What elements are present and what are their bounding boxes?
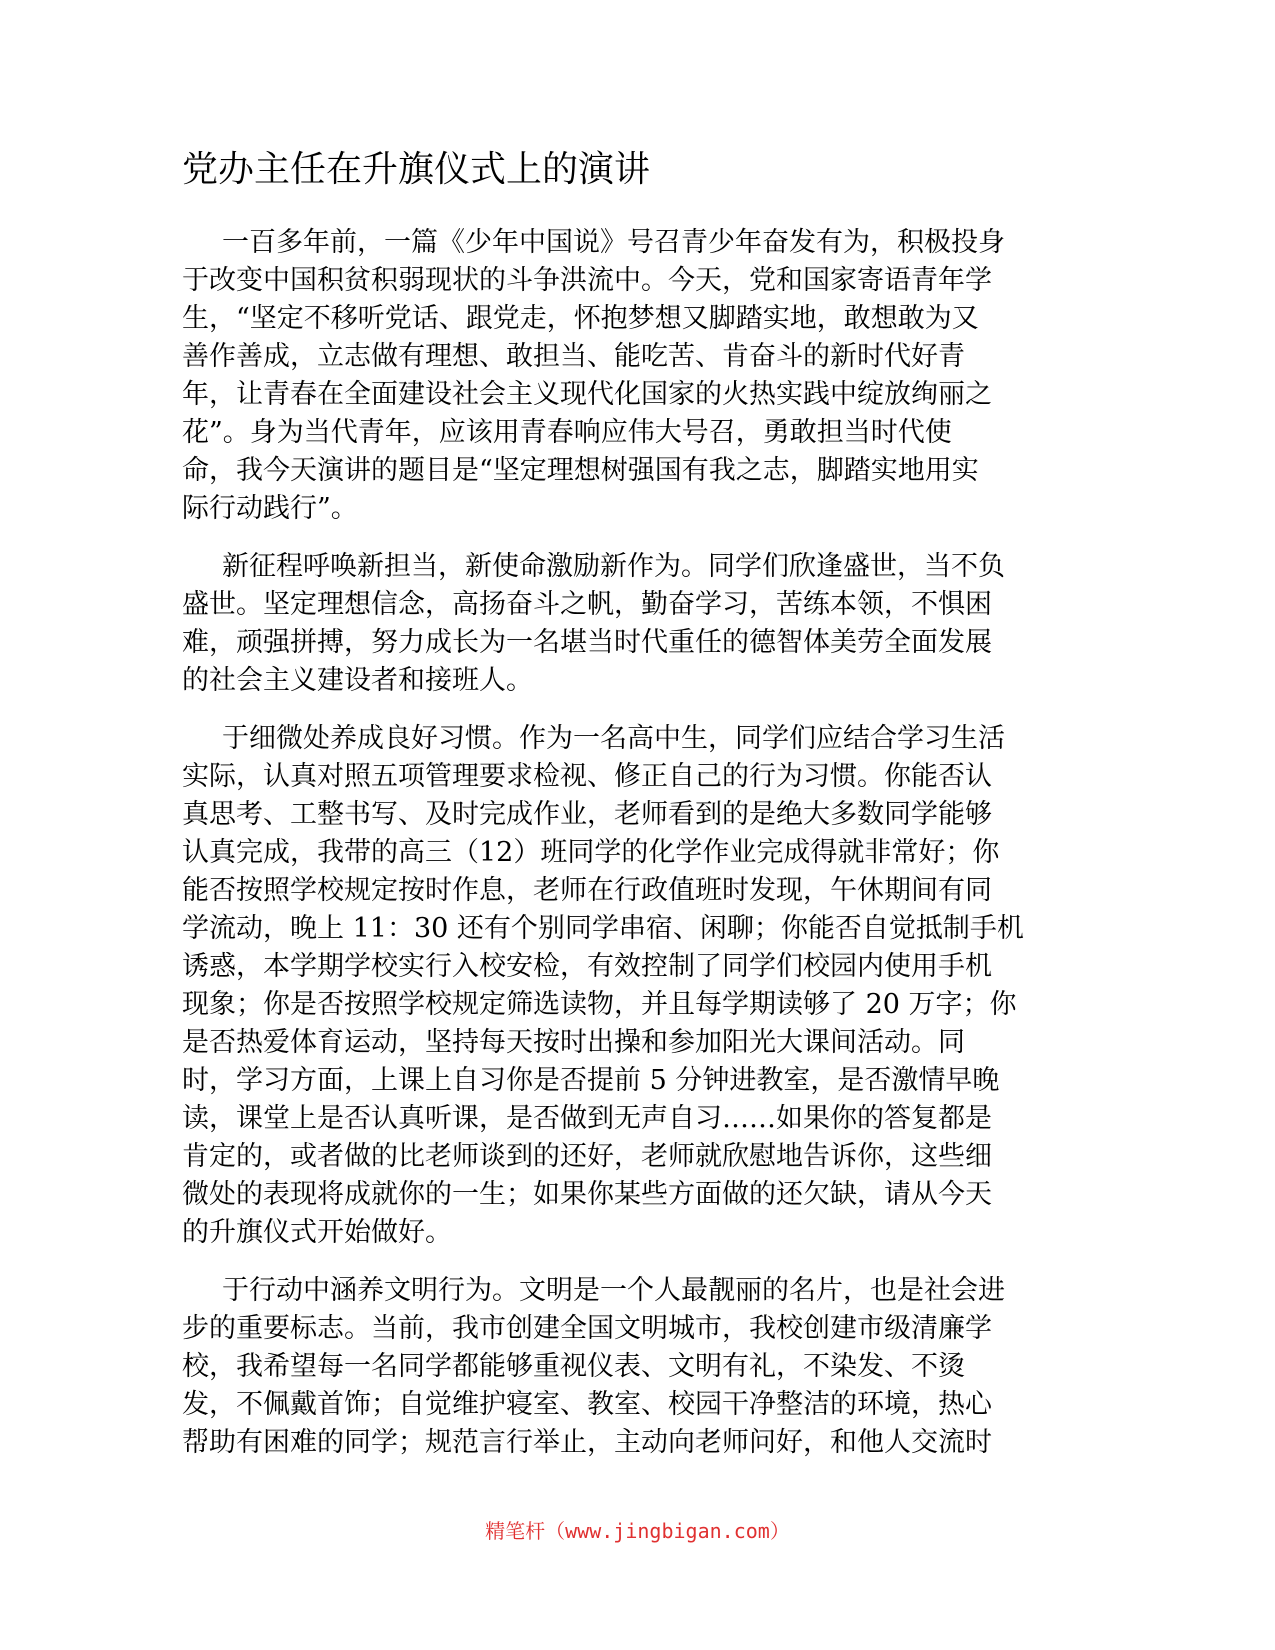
paragraph [182,548,1030,700]
text-line: 步的重要标志。当前，我市创建全国文明城市，我校创建市级清廉学 [182,1313,992,1344]
text-line: 年，让青春在全面建设社会主义现代化国家的火热实践中绽放绚丽之 [182,379,992,410]
text-line: 读，课堂上是否认真听课，是否做到无声自习……如果你的答复都是 [182,1103,992,1134]
text-line: 于行动中涵养文明行为。文明是一个人最靓丽的名片，也是社会进 [222,1275,1005,1306]
footer-watermark: 精笔杆（www.jingbigan.com） [485,1519,790,1543]
text-line: 的升旗仪式开始做好。 [182,1217,452,1248]
text-line: 于细微处养成良好习惯。作为一名高中生，同学们应结合学习生活 [222,723,1005,754]
text-line: 难，顽强拼搏，努力成长为一名堪当时代重任的德智体美劳全面发展 [182,627,992,658]
text-line: 肯定的，或者做的比老师谈到的还好，老师就欣慰地告诉你，这些细 [182,1141,992,1172]
text-line: 命，我今天演讲的题目是“坚定理想树强国有我之志，脚踏实地用实 [182,455,979,486]
text-line: 发，不佩戴首饰；自觉维护寝室、教室、校园干净整洁的环境，热心 [182,1389,992,1420]
text-line: 善作善成，立志做有理想、敢担当、能吃苦、肯奋斗的新时代好青 [182,341,965,372]
paragraph [182,720,1030,1252]
paragraph [182,224,1030,528]
text-line: 学流动，晚上 11：30 还有个别同学串宿、闲聊；你能否自觉抵制手机 [182,913,1024,944]
text-line: 际行动践行”。 [182,493,358,524]
text-line: 能否按照学校规定按时作息，老师在行政值班时发现，午休期间有同 [182,875,992,906]
text-line: 认真完成，我带的高三（12）班同学的化学作业完成得就非常好；你 [182,837,1000,868]
text-line: 的社会主义建设者和接班人。 [182,665,533,696]
document-body [182,224,1030,1482]
text-line: 生，“坚定不移听党话、跟党走，怀抱梦想又脚踏实地，敢想敢为又 [182,303,979,334]
text-line: 一百多年前，一篇《少年中国说》号召青少年奋发有为，积极投身 [222,227,1005,258]
text-line: 现象；你是否按照学校规定筛选读物，并且每学期读够了 20 万字；你 [182,989,1017,1020]
text-line: 时，学习方面，上课上自习你是否提前 5 分钟进教室，是否激情早晚 [182,1065,1000,1096]
text-line: 微处的表现将成就你的一生；如果你某些方面做的还欠缺，请从今天 [182,1179,992,1210]
text-line: 真思考、工整书写、及时完成作业，老师看到的是绝大多数同学能够 [182,799,992,830]
text-line: 盛世。坚定理想信念，高扬奋斗之帆，勤奋学习，苦练本领，不惧困 [182,589,992,620]
text-line: 新征程呼唤新担当，新使命激励新作为。同学们欣逢盛世，当不负 [222,551,1005,582]
text-line: 是否热爱体育运动，坚持每天按时出操和参加阳光大课间活动。同 [182,1027,965,1058]
text-line: 实际，认真对照五项管理要求检视、修正自己的行为习惯。你能否认 [182,761,992,792]
paragraph [182,1272,1030,1462]
document-title: 党办主任在升旗仪式上的演讲 [182,149,651,190]
text-line: 花”。身为当代青年，应该用青春响应伟大号召，勇敢担当时代使 [182,417,952,448]
text-line: 于改变中国积贫积弱现状的斗争洪流中。今天，党和国家寄语青年学 [182,265,992,296]
text-line: 校，我希望每一名同学都能够重视仪表、文明有礼，不染发、不烫 [182,1351,965,1382]
text-line: 帮助有困难的同学；规范言行举止，主动向老师问好，和他人交流时 [182,1427,992,1458]
text-line: 诱惑，本学期学校实行入校安检，有效控制了同学们校园内使用手机 [182,951,992,982]
